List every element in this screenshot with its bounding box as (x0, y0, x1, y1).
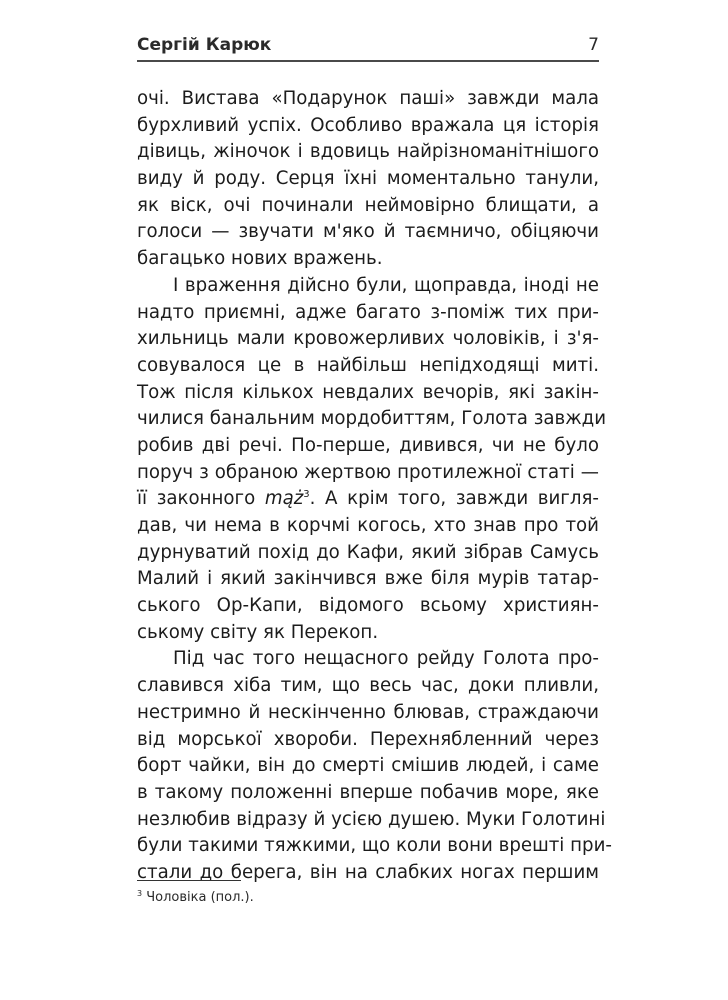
page-number: 7 (588, 35, 599, 55)
text-line: славився хіба тим, що весь час, доки пливли, (137, 675, 599, 697)
footnote (137, 890, 254, 905)
text-segment: . А крім того, завжди вигля- (309, 488, 599, 510)
footnote-marker: 3 (137, 889, 143, 898)
text-line (137, 486, 599, 513)
text-line: надто приємні, адже багато з-поміж тих при- (137, 301, 599, 323)
text-line: ському світу як Перекоп. (137, 621, 379, 643)
text-line: борт чайки, він до смерті смішив людей, і саме (137, 755, 599, 777)
footnote-reference: 3 (303, 489, 310, 501)
text-line: були такими тяжкими, що коли вони врешті при- (137, 835, 612, 857)
text-line: І враження дійсно були, щоправда, іноді не (173, 274, 599, 296)
text-line: Тож після кількох невдалих вечорів, які закін- (137, 381, 599, 403)
text-line: багацько нових вражень. (137, 248, 383, 270)
text-line: дівиць, жіночок і вдовиць найрізноманітнішого (137, 141, 599, 163)
footnote-rule (137, 880, 241, 881)
footnote-text: Чоловіка (пол.). (146, 890, 254, 905)
text-line: поруч з обраною жертвою протилежної статі — (137, 461, 599, 483)
text-line: дав, чи нема в корчмі когось, хто знав про той (137, 515, 599, 536)
text-line: голоси — звучати м'яко й таємничо, обіцяючи (137, 221, 599, 243)
text-line: виду й роду. Серця їхні моментально танули, (137, 168, 599, 190)
body-text (137, 86, 612, 887)
text-line: совувалося це в найбільш непідходящі миті. (137, 354, 599, 376)
text-line: ського Ор-Капи, відомого всьому християн- (137, 595, 599, 617)
text-line: дурнуватий похід до Кафи, який зібрав Самусь (137, 541, 599, 563)
text-line: стали до берега, він на слабких ногах першим (137, 861, 599, 883)
text-line: нестримно й нескінченно блював, страждаючи (137, 701, 599, 723)
text-line: Під час того нещасного рейду Голота про- (173, 648, 599, 670)
text-line: незлюбив відразу й усією душею. Муки Голотині (137, 808, 606, 830)
text-line: Малий і який закінчився вже біля мурів татар- (137, 568, 599, 590)
foreign-word: mąż (264, 488, 304, 510)
text-line: робив дві речі. По-перше, дивився, чи не було (137, 434, 599, 456)
text-line: чилися банальним мордобиттям, Голота завжди (137, 408, 607, 430)
running-header (137, 30, 599, 62)
text-line: як віск, очі починали неймовірно блищати, а (137, 194, 599, 216)
text-line: в такому положенні вперше побачив море, яке (137, 781, 599, 803)
text-line: хильниць мали кровожерливих чоловіків, і з'я- (137, 328, 599, 350)
author-name: Сергій Карюк (137, 35, 272, 55)
text-line: від морської хвороби. Перехнябленний через (137, 728, 599, 750)
text-line: очі. Вистава «Подарунок паші» завжди мала (137, 88, 599, 109)
text-segment: її законного (137, 488, 265, 510)
text-line: бурхливий успіх. Особливо вражала ця історія (137, 114, 599, 136)
